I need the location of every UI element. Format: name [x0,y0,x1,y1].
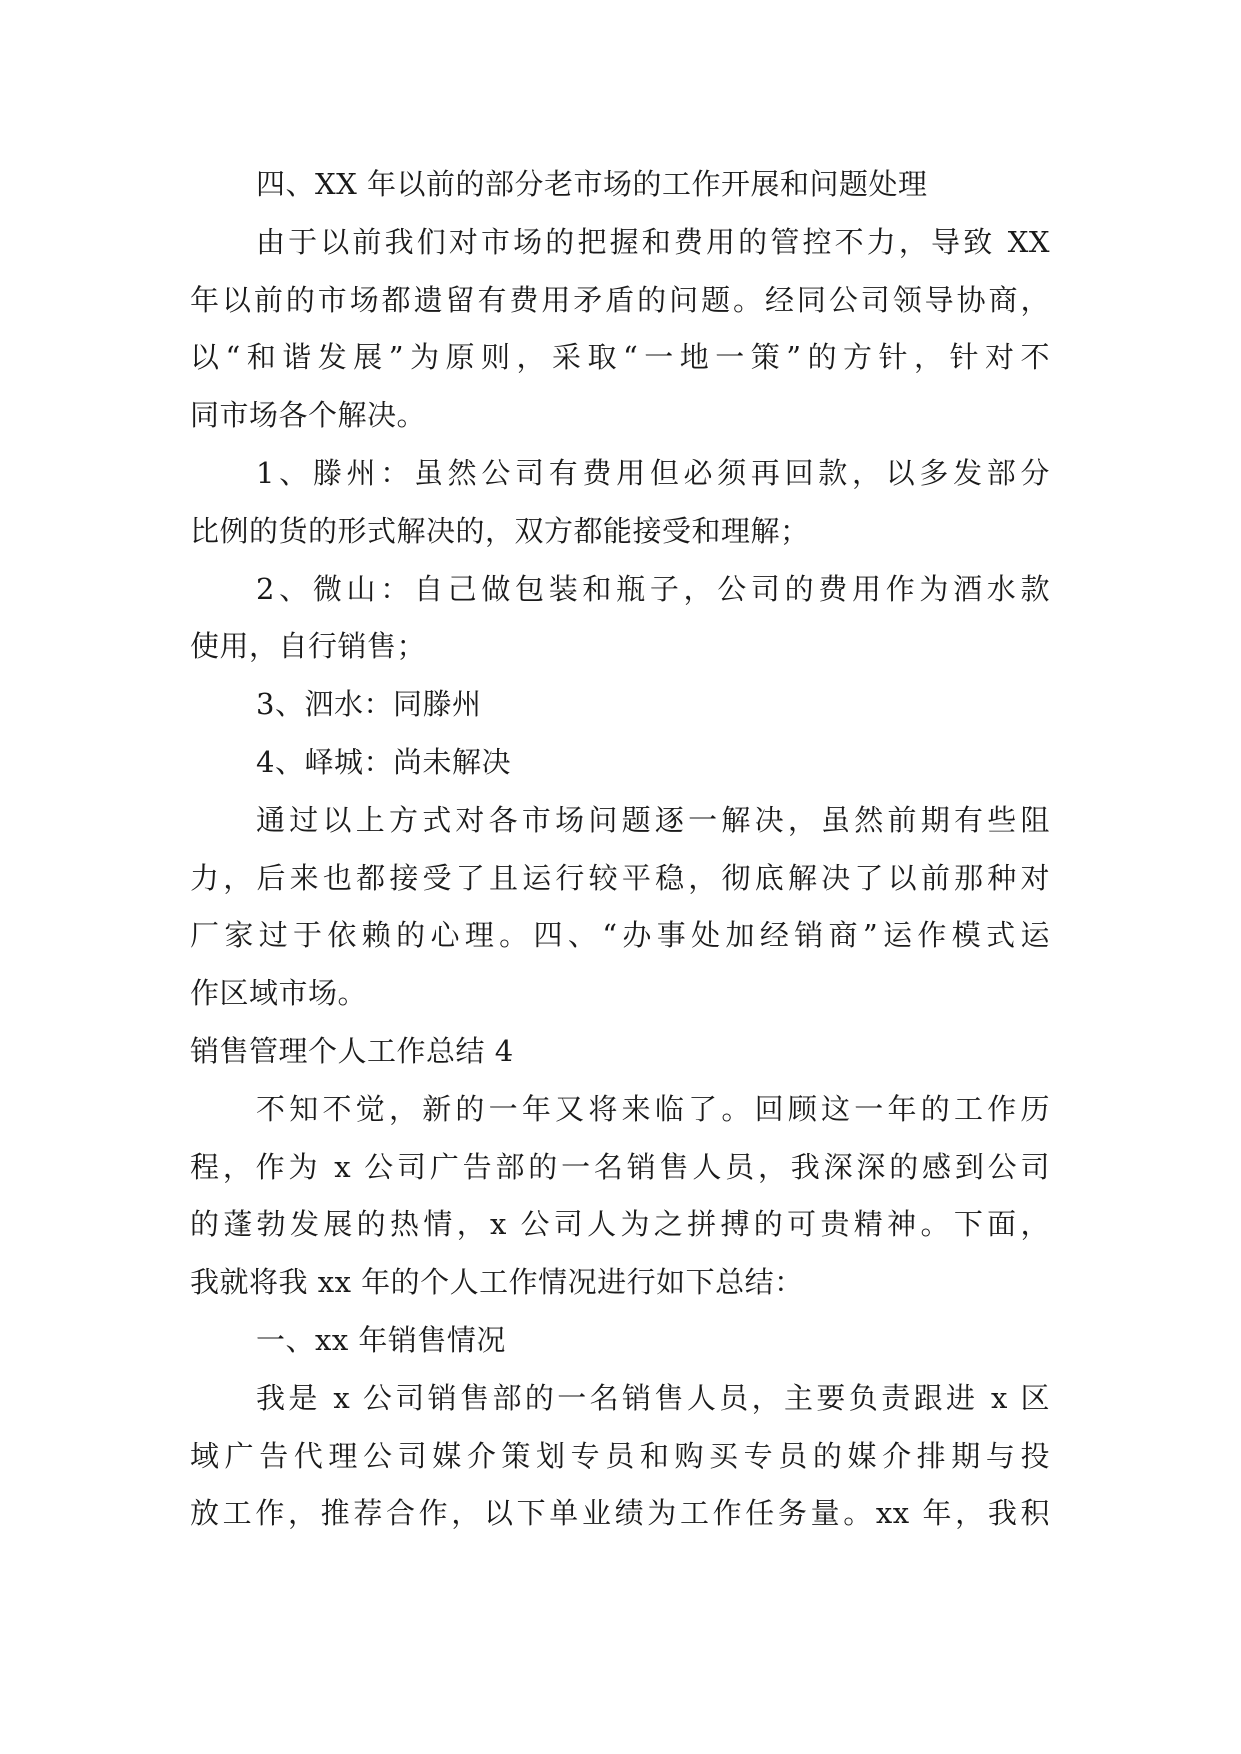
paragraph-line: 域广告代理公司媒介策划专员和购买专员的媒介排期与投 [190,1438,1050,1473]
paragraph-line: 年以前的市场都遗留有费用矛盾的问题。经同公司领导协商， [190,282,1050,317]
paragraph-line: 程，作为 x 公司广告部的一名销售人员，我深深的感到公司 [190,1149,1050,1184]
paragraph-line: 厂家过于依赖的心理。四、“办事处加经销商”运作模式运 [190,918,1050,953]
article-title: 销售管理个人工作总结 4 [190,1033,514,1068]
list-item-yicheng: 4、峄城：尚未解决 [256,744,511,779]
section-heading-sales: 一、xx 年销售情况 [256,1322,506,1357]
paragraph-line: 我是 x 公司销售部的一名销售人员，主要负责跟进 x 区 [256,1380,1050,1415]
document-body [190,156,1050,1543]
list-item-sishui: 3、泗水：同滕州 [256,687,482,722]
paragraph-line: 我就将我 xx 年的个人工作情况进行如下总结： [190,1265,804,1300]
paragraph-line: 通过以上方式对各市场问题逐一解决，虽然前期有些阻 [256,802,1050,837]
list-item-tengzhou-cont: 比例的货的形式解决的，双方都能接受和理解； [190,513,810,548]
list-item-tengzhou: 1、滕州：虽然公司有费用但必须再回款，以多发部分 [256,455,1050,490]
paragraph-line: 作区域市场。 [190,976,368,1011]
paragraph-line: 力，后来也都接受了且运行较平稳，彻底解决了以前那种对 [190,860,1050,895]
paragraph-line: 同市场各个解决。 [190,398,427,433]
paragraph-line: 不知不觉，新的一年又将来临了。回顾这一年的工作历 [256,1091,1050,1126]
paragraph-line: 放工作，推荐合作，以下单业绩为工作任务量。xx 年，我积 [190,1496,1050,1531]
section-heading-old-markets: 四、XX 年以前的部分老市场的工作开展和问题处理 [256,167,928,201]
paragraph-line: 的蓬勃发展的热情，x 公司人为之拼搏的可贵精神。下面， [190,1207,1050,1242]
list-item-weishan-cont: 使用，自行销售； [190,629,427,664]
paragraph-line: 以“和谐发展”为原则，采取“一地一策”的方针，针对不 [190,340,1050,375]
list-item-weishan: 2、微山：自己做包装和瓶子，公司的费用作为酒水款 [256,571,1050,606]
paragraph-line: 由于以前我们对市场的把握和费用的管控不力，导致 XX [256,224,1050,259]
